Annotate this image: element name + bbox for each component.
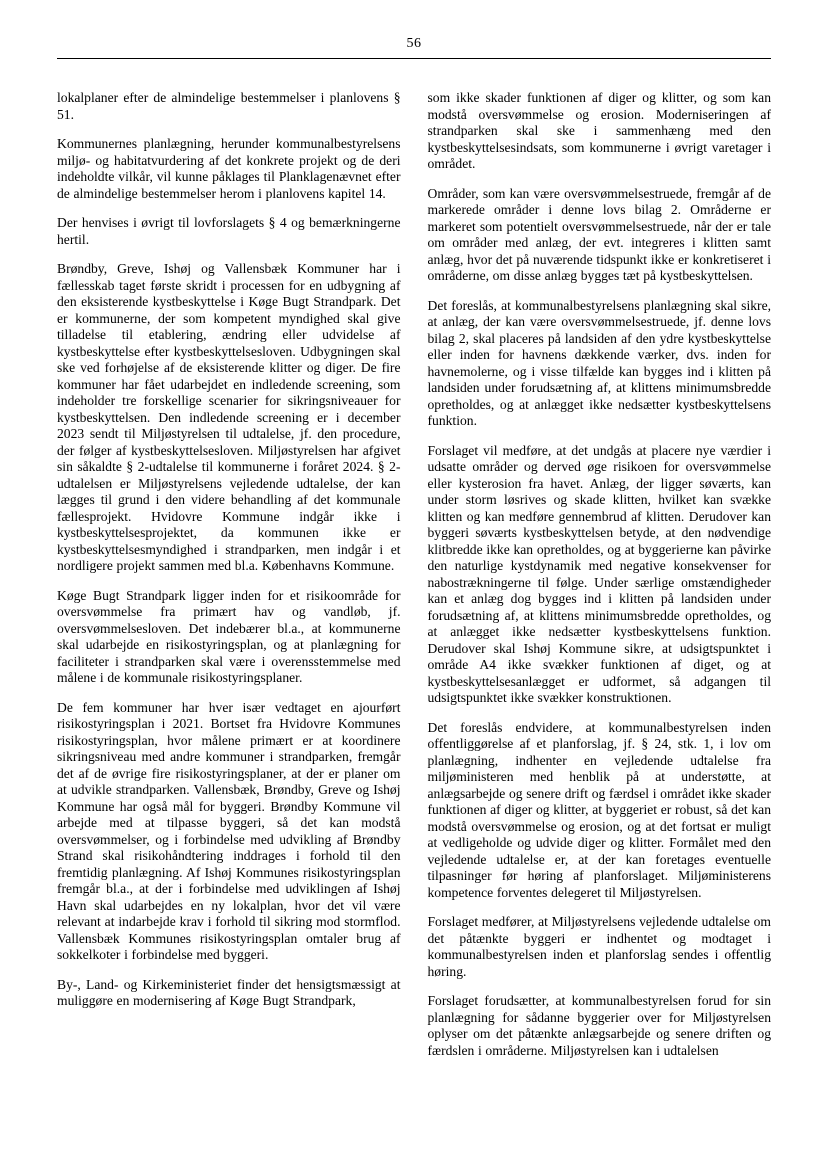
- paragraph: Køge Bugt Strandpark ligger inden for et risikoområde for oversvømmelse fra primært hav og vandløb, jf. oversvømmelsesloven. Det indebærer bl.a., at kommunerne skal udarbejde en risikostyringsplan, og at planlægning for faciliteter i strandparken skal være i overensstemmelse med målene i de kommunale risikostyringsplaner.: [57, 587, 401, 685]
- paragraph: Kommunernes planlægning, herunder kommunalbestyrelsens miljø- og habitatvurdering af det konkrete projekt og de deri indeholdte vilkår, vil kunne påklages til Planklagenævnet efter de almindelige bestemmelser herom i planlovens kapitel 14.: [57, 136, 401, 201]
- page-header: [57, 34, 771, 59]
- paragraph: By-, Land- og Kirkeministeriet finder det hensigtsmæssigt at muliggøre en modernisering af Køge Bugt Strandpark,: [57, 976, 401, 1008]
- header-divider: [57, 58, 771, 59]
- paragraph: Det foreslås endvidere, at kommunalbestyrelsen inden offentliggørelse af et planforslag, jf. § 24, stk. 1, i lov om planlægning, indhenter en vejledende udtalelse fra miljøministeren med henblik på at understøtte, at anlægsarbejde og senere drift og færdsel i området ikke skader funktionen af diger og klitter, at byggeriet er robust, så det kan modstå oversvømmelse og erosion, og at det fortsat er muligt at vedligeholde og udvide diger og klitter. Formålet med den vejledende udtalelse er, at der kan foretages eventuelle tilpasninger før høring af planforslaget. Miljøministerens kompetence forventes delegeret til Miljøstyrelsen.: [427, 719, 771, 900]
- paragraph: Der henvises i øvrigt til lovforslagets § 4 og bemærkningerne hertil.: [57, 215, 401, 247]
- paragraph: Det foreslås, at kommunalbestyrelsens planlægning skal sikre, at anlæg, der kan være oversvømmelsestruede, jf. denne lovs bilag 2, skal placeres på landsiden af den ydre kystbeskyttelse eller inden for havnens dækkende værker, dvs. inden for havnemolerne, og i visse tilfælde kan bygges ind i klitten på landsiden under forudsætning af, at klittens minimumsbredde opretholdes, og at anlægget ikke nedsætter kystbeskyttelsens funktion.: [427, 297, 771, 428]
- page-number: 56: [406, 36, 422, 51]
- paragraph: Forslaget medfører, at Miljøstyrelsens vejledende udtalelse om det påtænkte byggeri er indhentet og modtaget i kommunalbestyrelsen inden et planforslag sendes i offentlig høring.: [427, 914, 771, 979]
- paragraph: som ikke skader funktionen af diger og klitter, og som kan modstå oversvømmelse og erosion. Moderniseringen af strandparken skal ske i sammenhæng med den kystbeskyttelsesindsats, som kommunerne i øvrigt varetager i området.: [427, 90, 771, 171]
- paragraph: Områder, som kan være oversvømmelsestruede, fremgår af de markerede områder i denne lovs bilag 2. Områderne er markeret som potentielt oversvømmelsestruede, når der er tale om områder med anlæg, der evt. integreres i klitten samt anlæg, hvor det på nuværende tidspunkt ikke er konkretiseret i områderne, om disse anlæg bygges tæt på kystbeskyttelsen.: [427, 185, 771, 283]
- paragraph: Forslaget forudsætter, at kommunalbestyrelsen forud for sin planlægning for sådanne byggerier over for Miljøstyrelsen oplyser om det påtænkte anlægsarbejde og senere driften og færdslen i områderne. Miljøstyrelsen kan i udtalelsen: [427, 993, 771, 1058]
- right-column: [428, 90, 772, 1059]
- text-columns: [57, 90, 771, 1059]
- paragraph: lokalplaner efter de almindelige bestemmelser i planlovens § 51.: [57, 90, 401, 122]
- paragraph: Brøndby, Greve, Ishøj og Vallensbæk Kommuner har i fællesskab taget første skridt i processen for en udbygning af den eksisterende kystbeskyttelse i Køge Bugt Strandpark. Det er kommunerne, der som kompetent myndighed skal give tilladelse til etablering, ændring eller udvidelse af kystbeskyttelse efter kystbeskyttelsesloven. Udbygningen skal ske ved forhøjelse af de eksisterende klitter og diger. De fire kommuner har fået udarbejdet en indledende screening, som indeholder tre forskellige scenarier for sikringsniveauer for kystbeskyttelsen. Den indledende screening er i december 2023 sendt til Miljøstyrelsen til udtalelse, jf. den procedure, der følger af kystbeskyttelsesloven. Miljøstyrelsen har afgivet sin såkaldte § 2-udtalelse til kommunerne i foråret 2024. § 2-udtalelsen er Miljøstyrelsens vejledende udtalelse, der kan lægges til grund i den videre behandling af det kommunale fællesprojekt. Hvidovre Kommune indgår ikke i kystbeskyttelsesprojektet, da kommunen ikke er kystbeskyttelsesmyndighed i strandparken, men indgår i et nordligere projekt sammen med bl.a. Københavns Kommune.: [57, 261, 401, 573]
- paragraph: Forslaget vil medføre, at det undgås at placere nye værdier i udsatte områder og derved øge risikoen for oversvømmelse eller kysterosion fra havet. Anlæg, der ligger søværts, kan under storm løsrives og skade klitten, hvilket kan svække klitten og kan medføre gennembrud af klitten. Derudover kan byggeri søværts kystbeskyttelsen betyde, at den nødvendige klitbredde ikke kan opretholdes, og at byggerierne kan påvirke den naturlige kystdynamik med negative konsekvenser for nabostrækningerne til følge. Under særlige omstændigheder kan et anlæg dog bygges ind i klitten på landsiden under forudsætning af, at klittens minimumsbredde opretholdes, og at anlægget ikke nedsætter kystbeskyttelsens funktion. Derudover skal Ishøj Kommune sikre, at udsigtspunktet i område A4 ikke svækker funktionen af diget, og at kystbeskyttelsesanlægget er udformet, så adgangen til udsigtspunktet ikke svækker konstruktionen.: [427, 442, 771, 705]
- left-column: [57, 90, 401, 1059]
- paragraph: De fem kommuner har hver især vedtaget en ajourført risikostyringsplan i 2021. Bortset fra Hvidovre Kommunes risikostyringsplan, hvor målene primært er at koordinere sikringsniveau med andre kommuner i strandparken, fremgår det af de øvrige fire risikostyringsplaner, at der er planer om at udvikle strandparken. Vallensbæk, Brøndby, Greve og Ishøj Kommune har også mål for byggeri. Brøndby Kommune vil arbejde med at tilpasse byggeri, så det kan modstå oversvømmelser, og i forbindelse med udvikling af Brøndby Strand skal risikohåndtering inddrages i forhold til den fremtidig planlægning. Af Ishøj Kommunes risikostyringsplan fremgår bl.a., at der i forbindelse med udviklingen af Ishøj Havn skal udarbejdes en ny lokalplan, hvor det vil være relevant at indarbejde krav i forhold til sikring mod stormflod. Vallensbæk Kommunes risikostyringsplan omtaler brug af sokkelkoter i forbindelse med byggeri.: [57, 699, 401, 962]
